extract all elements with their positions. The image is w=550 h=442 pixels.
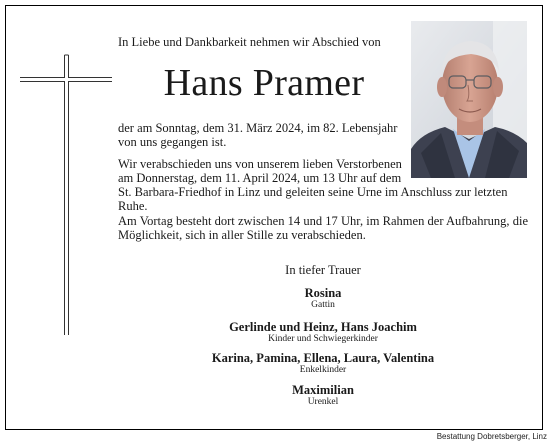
mourner-names: Karina, Pamina, Ellena, Laura, Valentina [211, 351, 435, 365]
death-notice-line: von uns gegangen ist. [118, 135, 227, 149]
mourner-role: Kinder und Schwiegerkinder [268, 334, 378, 344]
death-notice-line: der am Sonntag, dem 31. März 2024, im 82. Lebensjahr [118, 121, 398, 135]
wake-paragraph: Am Vortag besteht dort zwischen 14 und 17 Uhr, im Rahmen der Aufbahrung, die Möglichkeit, sich in aller Stille zu verabschieden. [118, 214, 528, 242]
mourner-group [118, 320, 528, 345]
deceased-name: Hans Pramer [163, 62, 365, 104]
farewell-paragraph [118, 157, 538, 213]
mourner-role: Enkelkinder [299, 365, 347, 375]
mourner-group [118, 383, 528, 408]
mourner-group [118, 351, 528, 376]
farewell-line: am Donnerstag, dem 11. April 2024, um 13 Uhr auf dem [118, 171, 402, 185]
mourner-names: Maximilian [292, 383, 354, 397]
cross-icon [0, 0, 120, 345]
mourner-role: Urenkel [307, 397, 339, 407]
intro-text: In Liebe und Dankbarkeit nehmen wir Abschied von [118, 35, 381, 49]
farewell-line: St. Barbara-Friedhof in Linz und geleiten seine Urne im Anschluss zur letzten Ruhe. [118, 185, 508, 213]
portrait-photo [411, 21, 527, 178]
mourner-names: Gerlinde und Heinz, Hans Joachim [229, 320, 417, 334]
funeral-home-credit: Bestattung Dobretsberger, Linz [436, 432, 547, 441]
mourners-intro: In tiefer Trauer [285, 263, 361, 277]
mourner-names: Rosina [304, 286, 342, 300]
farewell-line: Wir verabschieden uns von unserem lieben Verstorbenen [118, 157, 402, 171]
death-notice [118, 121, 410, 149]
mourner-group [118, 286, 528, 311]
mourner-role: Gattin [311, 300, 335, 310]
